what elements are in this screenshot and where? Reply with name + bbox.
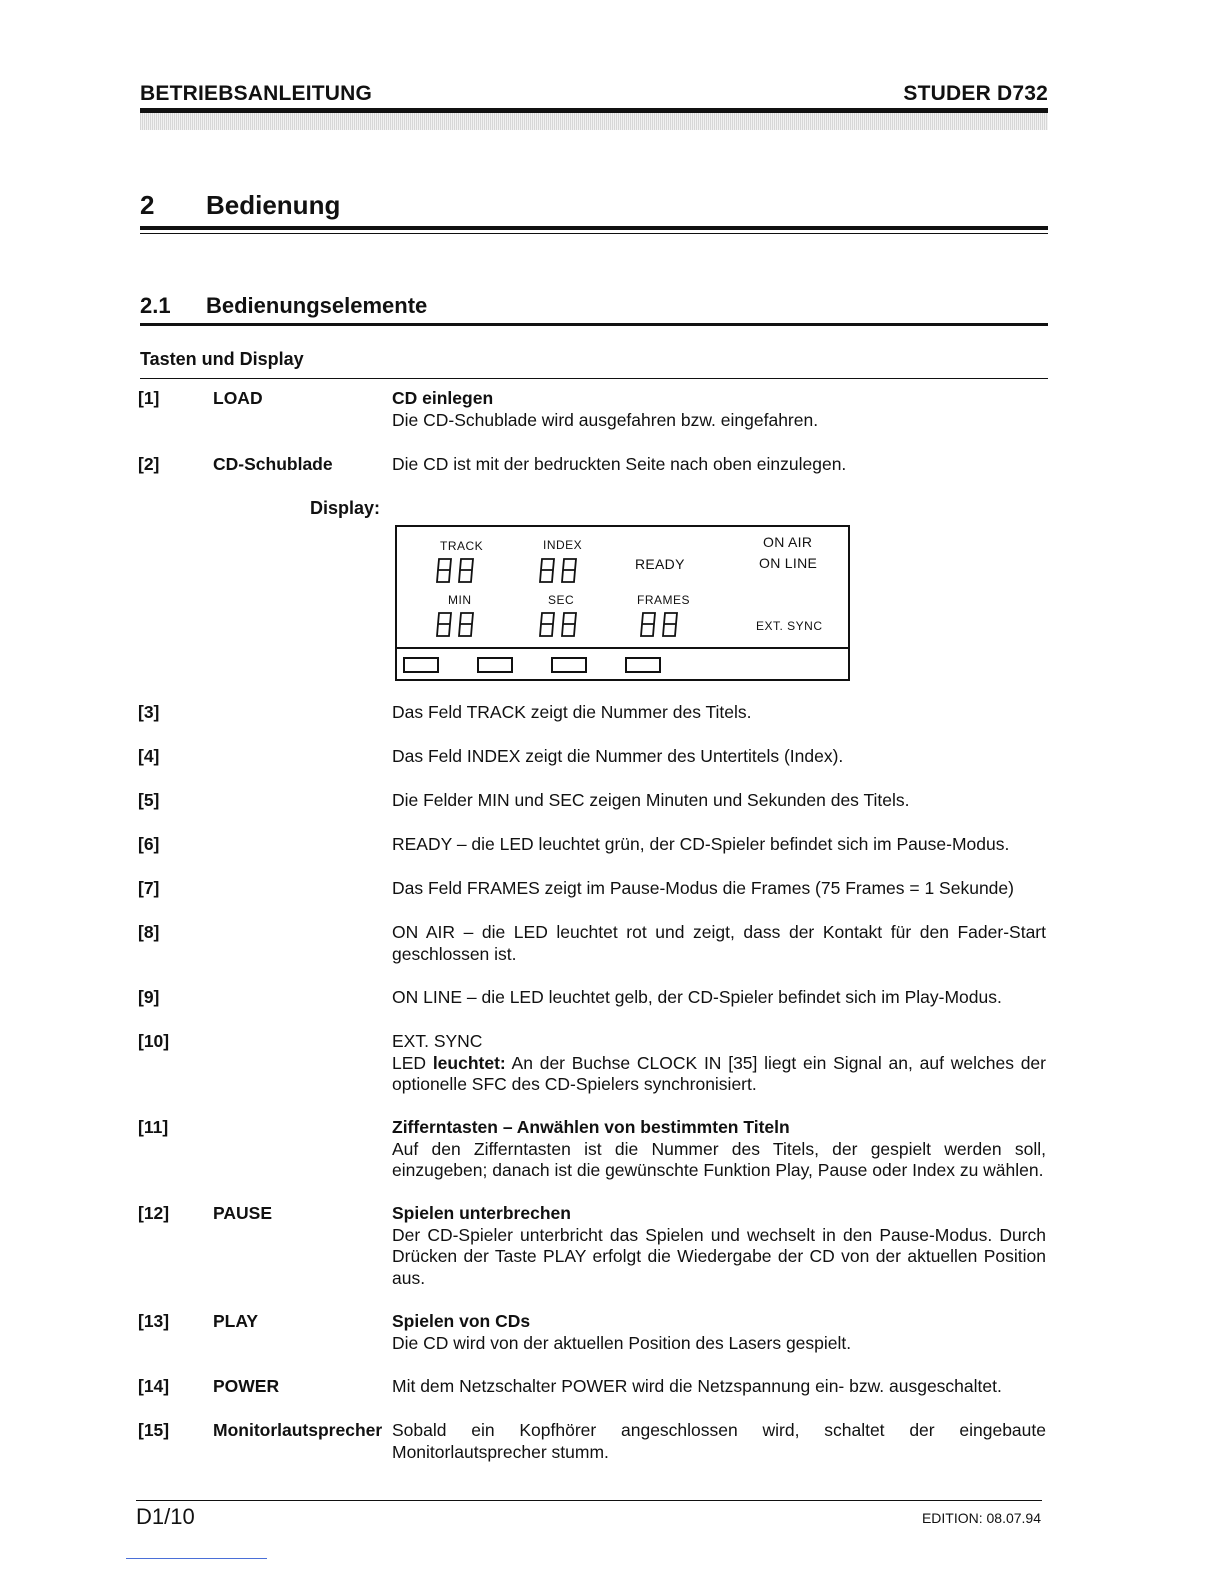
item-bold: leuchtet: <box>432 1052 506 1073</box>
item-number: [11] <box>138 1117 169 1137</box>
item-text: Die CD-Schublade wird ausgefahren bzw. eingefahren. <box>392 409 819 430</box>
ready-label: READY <box>635 556 685 572</box>
item-text: Das Feld INDEX zeigt die Nummer des Untertitels (Index). <box>392 746 844 766</box>
chapter-number: 2 <box>140 190 155 220</box>
item-label: PLAY <box>213 1311 259 1331</box>
item-label: Monitorlautsprecher <box>213 1420 383 1440</box>
section-rule <box>140 323 1048 326</box>
item-number: [9] <box>138 987 160 1007</box>
item-title: CD einlegen <box>392 388 494 408</box>
item-number: [12] <box>138 1203 170 1223</box>
sec-digits-icon <box>538 611 582 639</box>
display-button-4 <box>625 657 661 673</box>
item-text: Die CD wird von der aktuellen Position des Lasers gespielt. <box>392 1332 852 1353</box>
sec-label: SEC <box>548 593 575 607</box>
item-text: Das Feld FRAMES zeigt im Pause-Modus die Frames (75 Frames = 1 Sekunde) <box>392 878 1014 898</box>
header-rule <box>140 108 1048 130</box>
item-text: Auf den Zifferntasten ist die Nummer des Titels, der gespielt werden soll, einzugeben; danach ist die gewünschte Funktion Play, Pause oder Index zu wählen. <box>392 1138 1046 1180</box>
subsection-heading: Tasten und Display <box>140 349 304 369</box>
item-text: Die CD ist mit der bedruckten Seite nach oben einzulegen. <box>392 454 847 474</box>
item-description <box>392 1031 1046 1096</box>
on-air-label: ON AIR <box>763 534 813 550</box>
item-number: [15] <box>138 1420 170 1440</box>
chapter-title: Bedienung <box>206 190 341 220</box>
item-text: ON AIR – die LED leuchtet rot und zeigt, dass der Kontakt für den Fader-Start geschlossen ist. <box>392 922 1046 964</box>
item-number: [2] <box>138 454 160 474</box>
section-title: Bedienungselemente <box>206 293 428 318</box>
item-line: EXT. SYNC <box>392 1031 483 1051</box>
frames-label: FRAMES <box>637 593 691 607</box>
item-number: [10] <box>138 1031 170 1051</box>
page-number: D1/10 <box>136 1504 195 1529</box>
item-prefix: LED <box>392 1052 433 1073</box>
item-number: [4] <box>138 746 160 766</box>
display-label: Display: <box>310 498 381 518</box>
item-text: Die Felder MIN und SEC zeigen Minuten und Sekunden des Titels. <box>392 790 910 810</box>
track-label: TRACK <box>440 539 484 553</box>
header-product: STUDER D732 <box>903 82 1048 105</box>
display-divider <box>397 647 848 649</box>
item-title: Spielen unterbrechen <box>392 1203 571 1223</box>
subsection-rule <box>140 378 1048 379</box>
item-number: [6] <box>138 834 160 854</box>
track-digits-icon <box>435 557 479 585</box>
item-description <box>392 454 1046 476</box>
item-text: ON LINE – die LED leuchtet gelb, der CD-Spieler befindet sich im Play-Modus. <box>392 987 1002 1007</box>
chapter-rule-thin <box>140 233 1048 234</box>
item-title: Zifferntasten – Anwählen von bestimmten Titeln <box>392 1117 790 1137</box>
item-title: Spielen von CDs <box>392 1311 531 1331</box>
item-description <box>392 388 1046 431</box>
footer-link-underline <box>126 1558 267 1559</box>
item-text: An der Buchse CLOCK IN [35] liegt ein Signal an, auf welches der optionelle SFC des CD-Spielers synchronisiert. <box>392 1052 1046 1094</box>
item-text: Sobald ein Kopfhörer angeschlossen wird, schaltet der eingebaute Monitorlautsprecher stumm. <box>392 1420 1046 1462</box>
item-number: [14] <box>138 1376 170 1396</box>
item-text: READY – die LED leuchtet grün, der CD-Spieler befindet sich im Pause-Modus. <box>392 834 1010 854</box>
item-number: [1] <box>138 388 160 408</box>
item-description <box>392 1203 1046 1289</box>
on-line-label: ON LINE <box>759 555 818 571</box>
display-panel <box>395 525 850 681</box>
display-button-3 <box>551 657 587 673</box>
section-number: 2.1 <box>140 293 171 318</box>
display-button-2 <box>477 657 513 673</box>
item-number: [13] <box>138 1311 170 1331</box>
min-label: MIN <box>448 593 472 607</box>
item-number: [5] <box>138 790 160 810</box>
edition-date: EDITION: 08.07.94 <box>921 1510 1041 1526</box>
item-text: Mit dem Netzschalter POWER wird die Netzspannung ein- bzw. ausgeschaltet. <box>392 1376 1002 1396</box>
index-label: INDEX <box>543 538 583 552</box>
item-description <box>392 1311 1046 1354</box>
chapter-rule <box>140 226 1048 230</box>
item-label: POWER <box>213 1376 280 1396</box>
item-text: Das Feld TRACK zeigt die Nummer des Titels. <box>392 702 752 722</box>
footer-rule <box>136 1500 1042 1501</box>
item-number: [8] <box>138 922 160 942</box>
index-digits-icon <box>538 557 582 585</box>
item-number: [3] <box>138 702 160 722</box>
item-text: Der CD-Spieler unterbricht das Spielen und wechselt in den Pause-Modus. Durch Drücken der Taste PLAY erfolgt die Wiedergabe der CD von der aktuellen Position aus. <box>392 1224 1046 1288</box>
item-label: PAUSE <box>213 1203 272 1223</box>
ext-sync-label: EXT. SYNC <box>756 619 823 633</box>
item-label: CD-Schublade <box>213 454 333 474</box>
item-description <box>392 1117 1046 1182</box>
display-button-1 <box>403 657 439 673</box>
item-label: LOAD <box>213 388 263 408</box>
header-title: BETRIEBSANLEITUNG <box>140 82 373 105</box>
min-digits-icon <box>435 611 479 639</box>
item-number: [7] <box>138 878 160 898</box>
frames-digits-icon <box>639 611 683 639</box>
